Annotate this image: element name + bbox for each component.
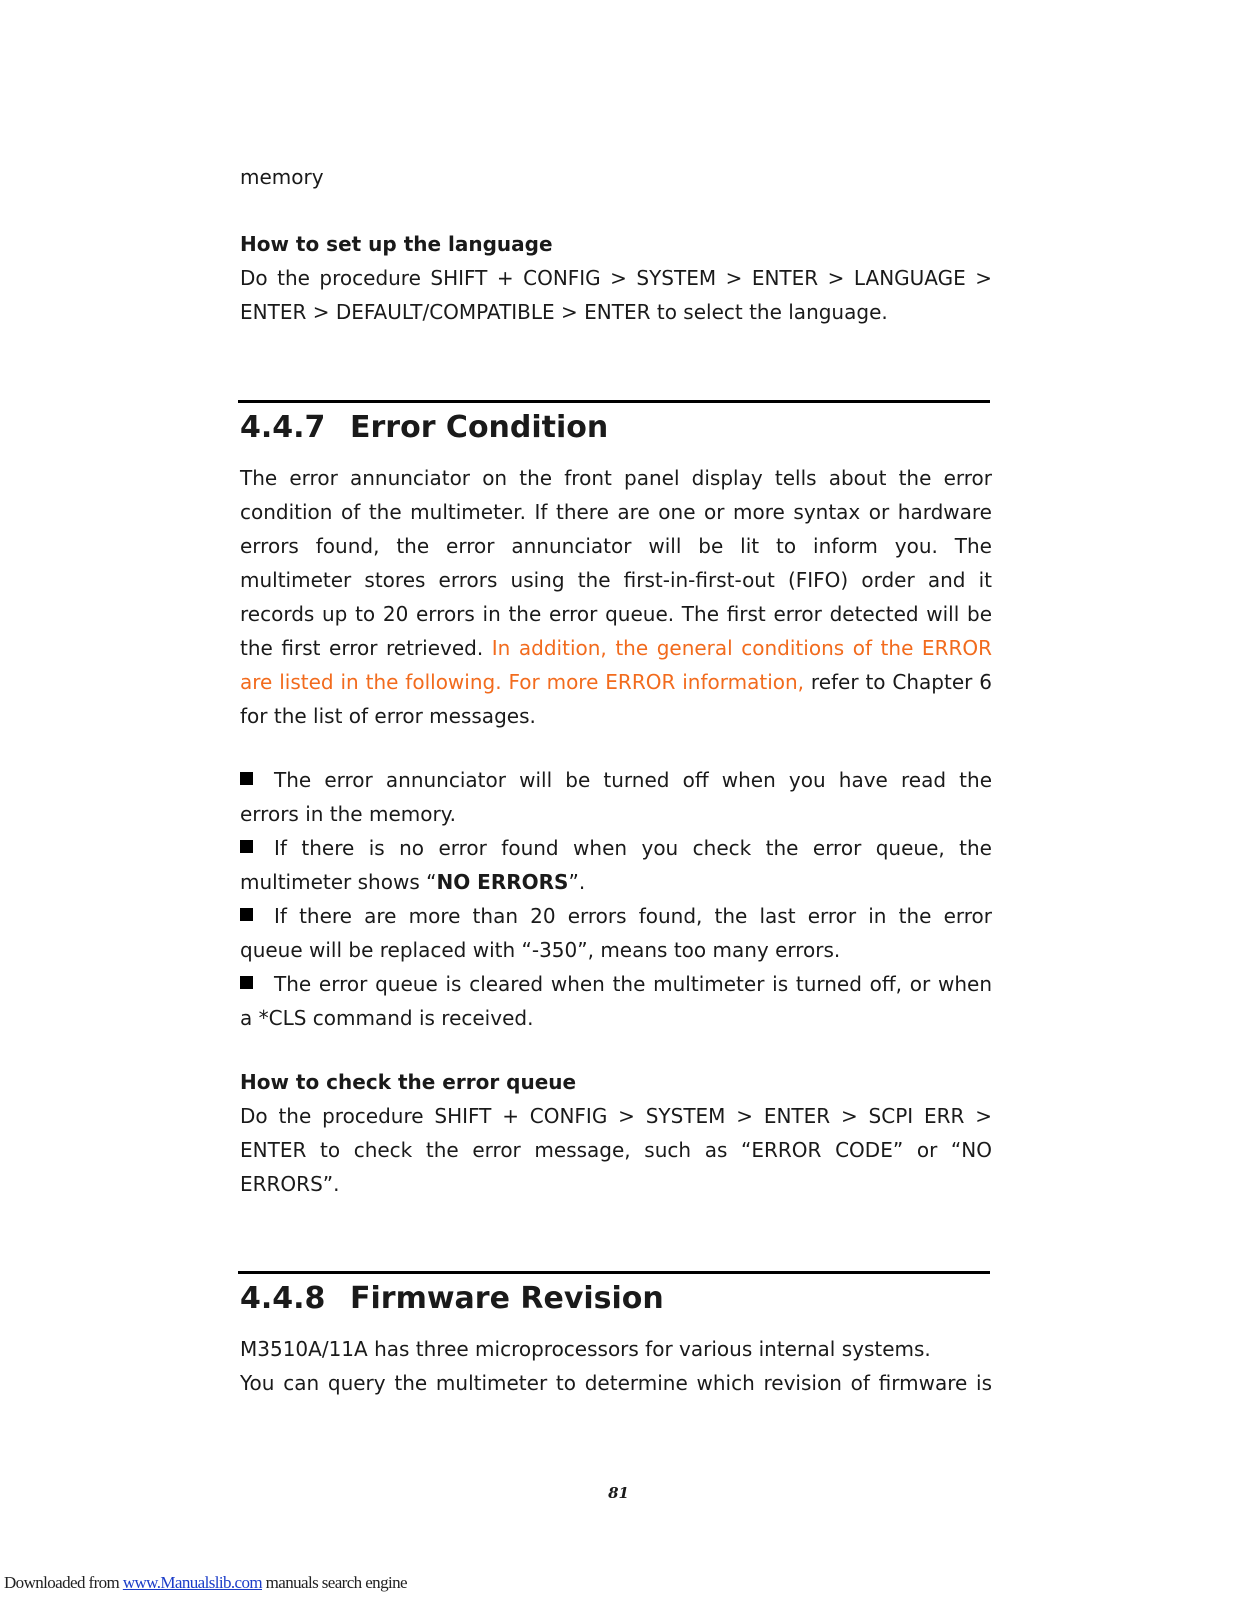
page-number: 81 <box>608 1484 629 1502</box>
list-item-continuation: queue will be replaced with “-350”, means too many errors. <box>240 938 841 962</box>
section-number: 4.4.8 <box>240 1281 326 1316</box>
error-bullet-list <box>240 763 992 1035</box>
list-item-continuation: a *CLS command is received. <box>240 1006 534 1030</box>
square-bullet-icon <box>240 840 253 853</box>
list-item: If there are more than 20 errors found, the last error in the error <box>240 899 992 933</box>
list-item-continuation: errors in the memory. <box>240 802 457 826</box>
language-setup-heading: How to set up the language <box>240 232 553 256</box>
check-error-queue-block <box>240 1065 992 1201</box>
no-errors-label: NO ERRORS <box>436 870 569 894</box>
firmware-line-2: You can query the multimeter to determine which revision of firmware is <box>240 1371 992 1395</box>
firmware-line-1: M3510A/11A has three microprocessors for various internal systems. <box>240 1337 931 1361</box>
paragraph-tail: refer to Chapter 6 for the list of error messages. <box>240 670 992 728</box>
continued-text: memory <box>240 165 324 189</box>
section-heading-error-condition <box>240 408 608 448</box>
paragraph-text: The error annunciator on the front panel display tells about the error condition of the multimeter. If there are one or more syntax or hardware errors found, the error annunciator will be lit to inform you. The multimeter stores errors using the first-in-first-out (FIFO) order and it records up to 20 errors in the error queue. The first error detected will be the first error retrieved. <box>240 466 992 660</box>
square-bullet-icon <box>240 908 253 921</box>
list-item-continuation: multimeter shows “NO ERRORS”. <box>240 870 586 894</box>
list-item: If there is no error found when you check the error queue, the <box>240 831 992 865</box>
section-divider <box>238 1271 990 1274</box>
check-error-queue-line-3: ERRORS”. <box>240 1172 340 1196</box>
highlighted-text: In addition, the general conditions of the ERROR are listed in the following. For more ERROR information, <box>240 636 993 694</box>
section-title: Error Condition <box>350 410 609 445</box>
check-error-queue-heading: How to check the error queue <box>240 1070 577 1094</box>
section-number: 4.4.7 <box>240 410 326 445</box>
section-heading-firmware-revision <box>240 1279 664 1319</box>
error-condition-paragraph <box>240 461 992 733</box>
check-error-queue-line-1: Do the procedure SHIFT + CONFIG > SYSTEM > ENTER > SCPI ERR > <box>240 1104 992 1128</box>
language-setup-block <box>240 227 992 329</box>
download-footer: Downloaded from www.Manualslib.com manuals search engine <box>4 1573 407 1592</box>
language-setup-line-1: Do the procedure SHIFT + CONFIG > SYSTEM > ENTER > LANGUAGE > <box>240 266 992 290</box>
list-item: The error annunciator will be turned off when you have read the <box>240 763 992 797</box>
section-title: Firmware Revision <box>350 1281 664 1316</box>
list-item: The error queue is cleared when the multimeter is turned off, or when <box>240 967 992 1001</box>
manualslib-link[interactable]: www.Manualslib.com <box>122 1573 263 1592</box>
firmware-revision-paragraph <box>240 1332 992 1400</box>
check-error-queue-line-2: ENTER to check the error message, such as “ERROR CODE” or “NO <box>240 1138 992 1162</box>
section-divider <box>238 400 990 403</box>
square-bullet-icon <box>240 976 253 989</box>
language-setup-line-2: ENTER > DEFAULT/COMPATIBLE > ENTER to select the language. <box>240 300 888 324</box>
square-bullet-icon <box>240 772 253 785</box>
